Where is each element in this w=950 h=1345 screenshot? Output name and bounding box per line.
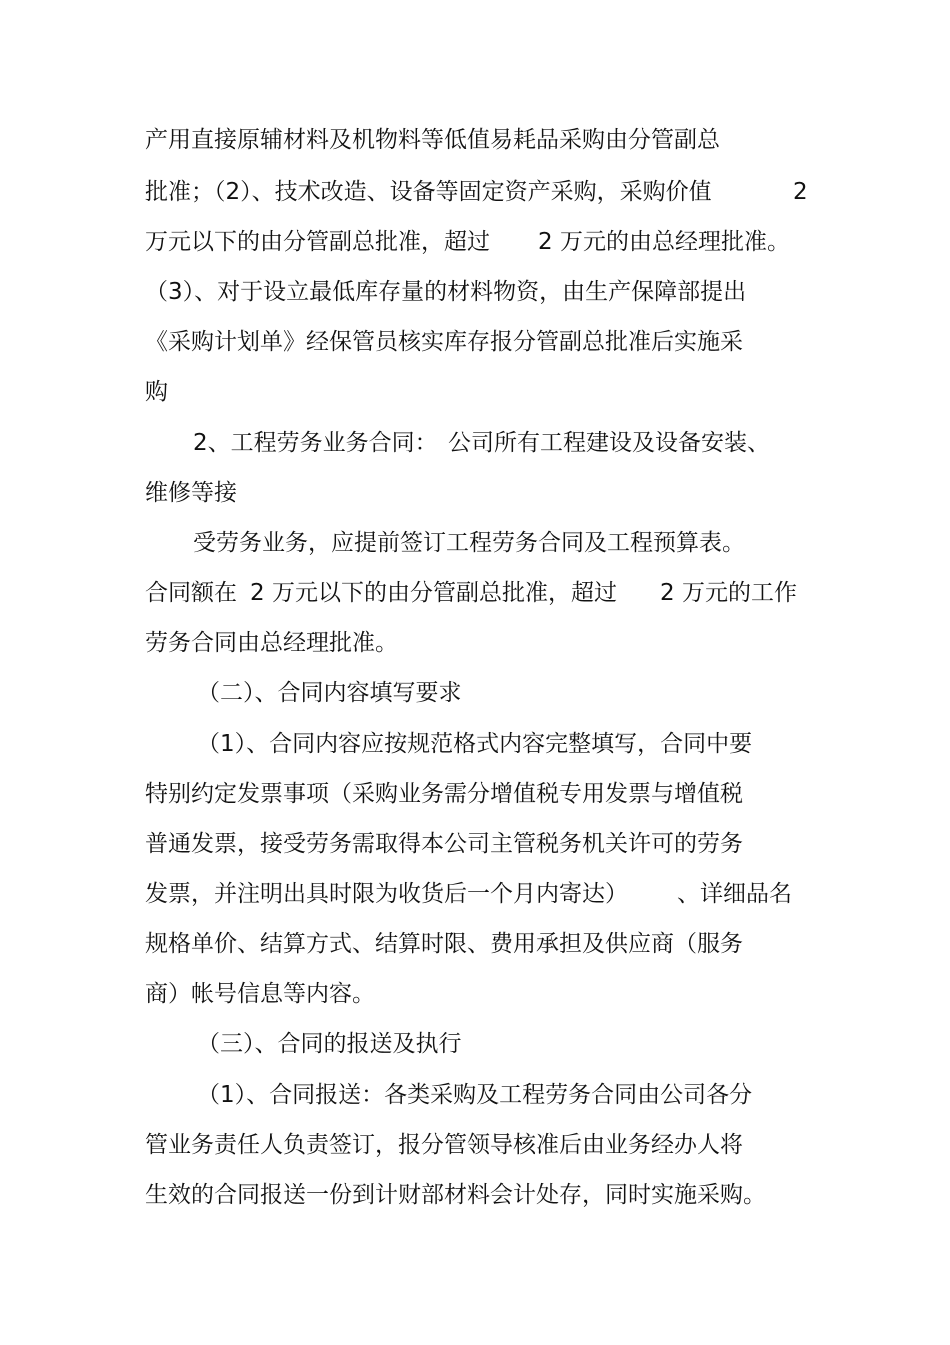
body-line: 规格单价、结算方式、结算时限、费用承担及供应商（服务 <box>145 931 743 957</box>
section-heading: （三）、合同的报送及执行 <box>197 1031 462 1057</box>
body-line: （1）、合同内容应按规范格式内容完整填写，合同中要 <box>197 731 753 757</box>
body-line-segment: 公司所有工程建设及设备安装、 <box>448 430 770 456</box>
body-line: 普通发票，接受劳务需取得本公司主管税务机关许可的劳务 <box>145 831 743 857</box>
body-line-segment: 2 <box>793 179 808 205</box>
body-line: （1）、合同报送：各类采购及工程劳务合同由公司各分 <box>197 1082 753 1108</box>
body-line: 管业务责任人负责签订，报分管领导核准后由业务经办人将 <box>145 1132 743 1158</box>
body-line: 合同额在 <box>145 580 237 606</box>
section-heading: （二）、合同内容填写要求 <box>197 680 462 706</box>
body-line: 维修等接 <box>145 480 237 506</box>
body-line: 劳务合同由总经理批准。 <box>145 630 398 656</box>
body-line-segment: 、详细品名 <box>677 881 792 907</box>
body-line: 发票，并注明出具时限为收货后一个月内寄达） <box>145 881 628 907</box>
body-line: 批准；（2）、技术改造、设备等固定资产采购，采购价值 <box>145 179 712 205</box>
body-line: （3）、对于设立最低库存量的材料物资，由生产保障部提出 <box>145 279 747 305</box>
body-line: 商）帐号信息等内容。 <box>145 981 375 1007</box>
body-line: 生效的合同报送一份到计财部材料会计处存，同时实施采购。 <box>145 1182 766 1208</box>
body-line: 《采购计划单》经保管员核实库存报分管副总批准后实施采 <box>145 329 743 355</box>
body-line-segment: 2 万元以下的由分管副总批准，超过 <box>250 580 617 606</box>
section-heading: 2、工程劳务业务合同： <box>193 430 438 456</box>
body-line: 受劳务业务，应提前签订工程劳务合同及工程预算表。 <box>193 530 745 556</box>
body-line: 产用直接原辅材料及机物料等低值易耗品采购由分管副总 <box>145 127 720 153</box>
body-line: 万元以下的由分管副总批准，超过 <box>145 229 490 255</box>
body-line: 购 <box>145 379 168 405</box>
body-line: 特别约定发票事项（采购业务需分增值税专用发票与增值税 <box>145 781 743 807</box>
body-line-segment: 2 万元的由总经理批准。 <box>538 229 790 255</box>
body-line-segment: 2 万元的工作 <box>660 580 797 606</box>
